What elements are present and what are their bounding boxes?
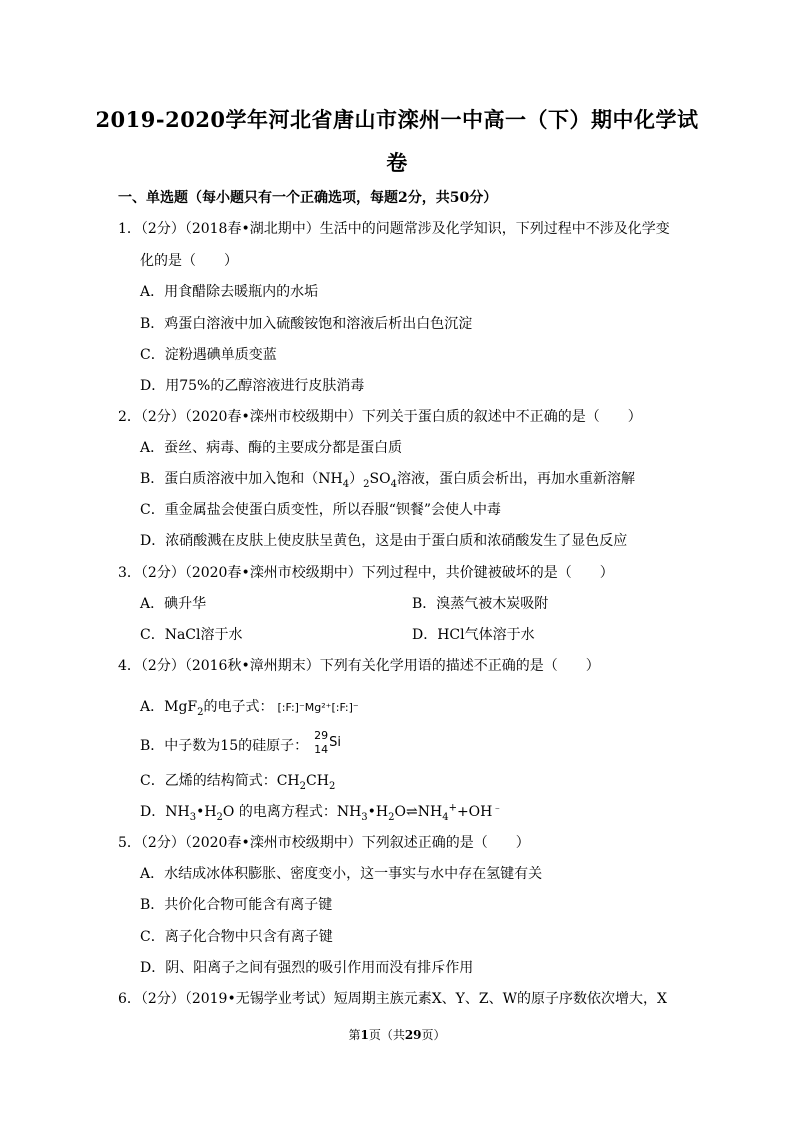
question-5-option-b: B．共价化合物可能含有离子键 [140, 897, 333, 913]
question-4-option-d: D．$NH_3•H_2O$ 的电离方程式：$NH_3•H_2O\rightleftharpoons NH_4^++OH^﹣$ [140, 802, 503, 823]
page-footer: 第1页（共29页） [348, 1028, 446, 1042]
page-title-line1: 2019-2020学年河北省唐山市滦州一中高一（下）期中化学试 [95, 107, 699, 132]
question-3-option-b: B．溴蒸气被木炭吸附 [412, 596, 549, 612]
footer-page-number: 1 [360, 1028, 369, 1042]
question-1-stem-cont: 化的是（ ） [140, 253, 238, 269]
question-3-option-d: D．HCl气体溶于水 [412, 627, 535, 643]
footer-total-pages: 29 [404, 1028, 422, 1042]
question-2-option-c: C．重金属盐会使蛋白质变性，所以吞服“钡餐”会使人中毒 [140, 502, 502, 518]
question-4-option-b: B．中子数为15的硅原子： 29 14 Si [140, 731, 344, 761]
electron-formula-image: [:F:]⁻Mg²⁺[:F:]⁻ [277, 700, 359, 714]
question-1-stem: 1．（2分）（2018春•湖北期中）生活中的问题常涉及化学知识，下列过程中不涉及化学变 [118, 221, 670, 237]
question-5-option-c: C．离子化合物中只含有离子键 [140, 929, 333, 945]
question-1-option-c: C．淀粉遇碘单质变蓝 [140, 347, 277, 363]
question-4-option-c: C．乙烯的结构简式：$CH_2CH_2$ [140, 773, 336, 792]
question-2-option-b: B．蛋白质溶液中加入饱和$(NH_4)_2SO_4$溶液，蛋白质会析出，再加水重新溶解 [140, 471, 635, 490]
question-2-option-a: A．蚕丝、病毒、酶的主要成分都是蛋白质 [140, 440, 403, 456]
question-6-stem: 6．（2分）（2019•无锡学业考试）短周期主族元素X、Y、Z、W的原子序数依次增大，X [118, 991, 667, 1007]
question-4-option-a: A．MgF$_2$的电子式： [:F:]⁻Mg²⁺[:F:]⁻ [140, 699, 359, 718]
question-3-stem: 3．（2分）（2020春•滦州市校级期中）下列过程中，共价键被破坏的是（ ） [118, 565, 614, 581]
question-2-stem: 2．（2分）（2020春•滦州市校级期中）下列关于蛋白质的叙述中不正确的是（ ） [118, 409, 642, 425]
question-1-option-a: A．用食醋除去暖瓶内的水垢 [140, 284, 319, 300]
question-1-option-b: B．鸡蛋白溶液中加入硫酸铵饱和溶液后析出白色沉淀 [140, 316, 473, 332]
page-title-line2: 卷 [386, 150, 408, 175]
question-3-option-c: C．NaCl溶于水 [140, 627, 243, 643]
question-3-option-a: A．碘升华 [140, 596, 207, 612]
section-heading-single-choice: 一、单选题（每小题只有一个正确选项，每题2分，共50分） [118, 190, 498, 206]
question-4-stem: 4．（2分）（2016秋•漳州期末）下列有关化学用语的描述不正确的是（ ） [118, 658, 600, 674]
question-1-option-d: D．用75%的乙醇溶液进行皮肤消毒 [140, 378, 365, 394]
question-5-stem: 5．（2分）（2020春•滦州市校级期中）下列叙述正确的是（ ） [118, 835, 530, 851]
isotope-notation: 29 14 Si [314, 729, 341, 756]
question-5-option-d: D．阴、阳离子之间有强烈的吸引作用而没有排斥作用 [140, 960, 474, 976]
question-2-option-d: D．浓硝酸溅在皮肤上使皮肤呈黄色，这是由于蛋白质和浓硝酸发生了显色反应 [140, 533, 628, 549]
question-5-option-a: A．水结成冰体积膨胀、密度变小，这一事实与水中存在氢键有关 [140, 866, 543, 882]
